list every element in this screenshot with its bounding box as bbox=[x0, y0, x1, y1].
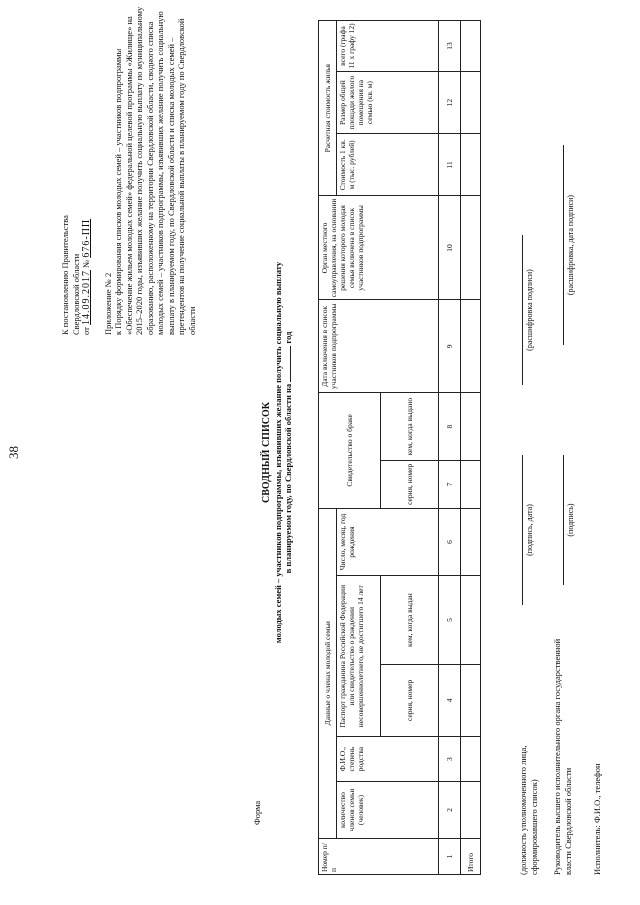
title-line-2: в планируемом году, по Свердловской области на год bbox=[283, 331, 293, 574]
col-num-12: 12 bbox=[439, 72, 461, 134]
header-member-count: количество членов семьи (человек) bbox=[337, 782, 439, 839]
total-row bbox=[461, 21, 481, 875]
col-num-11: 11 bbox=[439, 134, 461, 196]
header-marriage-series: серия, номер bbox=[381, 461, 439, 509]
header-inclusion-date: Дата включения в список участников подпрограммы bbox=[319, 300, 439, 393]
appendix-title: Приложение № 2 bbox=[102, 272, 113, 335]
header-total: всего (графа 11 x графу 12) bbox=[337, 21, 439, 72]
col-num-10: 10 bbox=[439, 196, 461, 300]
header-number: Номер п/п bbox=[319, 838, 439, 874]
header-passport-series: серия, номер bbox=[381, 664, 439, 736]
head-label: Руководитель высшего исполнительного органа государственной власти Свердловской области bbox=[552, 638, 573, 875]
list-title bbox=[262, 0, 294, 905]
col-num-8: 8 bbox=[439, 393, 461, 461]
decree-line-3 bbox=[81, 5, 93, 335]
header-fio: Ф.И.О., степень родства bbox=[337, 737, 439, 782]
col-num-9: 9 bbox=[439, 300, 461, 393]
decree-block bbox=[60, 5, 197, 335]
header-area: Размер общей площади жилого помещения на семью (кв. м) bbox=[337, 72, 439, 134]
decree-line-2: Свердловской области bbox=[70, 253, 81, 335]
header-marriage-issued: кем, когда выдано bbox=[381, 393, 439, 461]
head-sign-caption: (подпись) bbox=[566, 503, 575, 537]
decree-num-sign: № bbox=[81, 259, 91, 268]
summary-table bbox=[318, 20, 481, 875]
col-num-2: 2 bbox=[439, 782, 461, 839]
header-organ: Орган местного самоуправления, на основании решения которого молодая семья включена в список участников подпрограммы bbox=[319, 196, 439, 300]
decree-line-1: К постановлению Правительства bbox=[60, 215, 70, 335]
header-passport: Паспорт гражданина Российской Федерации или свидетельство о рождении несовершеннолетнего, не достигшего 14 лет bbox=[337, 576, 381, 737]
head-decode-caption: (расшифровка, дата подписи) bbox=[566, 194, 575, 296]
executor-label: Исполнитель: Ф.И.О., телефон bbox=[592, 763, 602, 875]
head-decode-line bbox=[563, 145, 564, 345]
header-family-data: Данные о членах молодой семьи bbox=[319, 508, 337, 838]
col-num-1: 1 bbox=[439, 838, 461, 874]
page-number: 38 bbox=[6, 446, 21, 459]
appendix-body: к Порядку формирования списков молодых семей – участников подпрограммы «Обеспечение жильем молодых семей» федеральной целевой программы «Жилище» на 2015–2020 годы, изъявивших желание получить социальную выплату по муниципальному образованию, расположенному на территории Свердловской области, сводного списка молодых семей – участников подпрограммы, изъявивших желание получить социальную выплату в планируемом году, по Свердловской области и списка молодых семей – претендентов на получение социальной выплаты в планируемом году по Свердловской области bbox=[113, 6, 197, 335]
decode-line bbox=[522, 235, 523, 385]
col-num-5: 5 bbox=[439, 576, 461, 664]
sign-date-caption: (подпись, дата) bbox=[525, 504, 534, 556]
form-label: Форма bbox=[252, 800, 262, 825]
header-birth-date: Число, месяц, год рождения bbox=[337, 508, 439, 576]
header-marriage: Свидетельство о браке bbox=[319, 393, 381, 508]
decode-caption: (расшифровка подписи) bbox=[525, 269, 534, 351]
col-num-4: 4 bbox=[439, 664, 461, 736]
col-num-13: 13 bbox=[439, 21, 461, 72]
header-passport-issued: кем, когда выдан bbox=[381, 576, 439, 664]
col-num-7: 7 bbox=[439, 461, 461, 509]
decree-prefix: от bbox=[81, 327, 91, 335]
col-num-6: 6 bbox=[439, 508, 461, 576]
title-main: СВОДНЫЙ СПИСОК bbox=[261, 402, 272, 503]
total-label: Итого bbox=[461, 838, 481, 874]
title-line-1: молодых семей – участников подпрограммы, изъявивших желание получить социальную выплату bbox=[272, 261, 283, 644]
head-sign-line bbox=[563, 455, 564, 585]
decree-number: 676-ПП bbox=[81, 218, 92, 258]
position-label: (должность уполномоченного лица, сформировавшего список) bbox=[518, 745, 539, 875]
header-cost: Расчетная стоимость жилья bbox=[319, 21, 337, 196]
col-num-3: 3 bbox=[439, 737, 461, 782]
header-cost-per-m2: Стоимость 1 кв. м (тыс. рублей) bbox=[337, 134, 439, 196]
decree-date: 14.09.2017 bbox=[81, 270, 92, 326]
column-number-row bbox=[439, 21, 461, 875]
sign-date-line bbox=[522, 455, 523, 605]
